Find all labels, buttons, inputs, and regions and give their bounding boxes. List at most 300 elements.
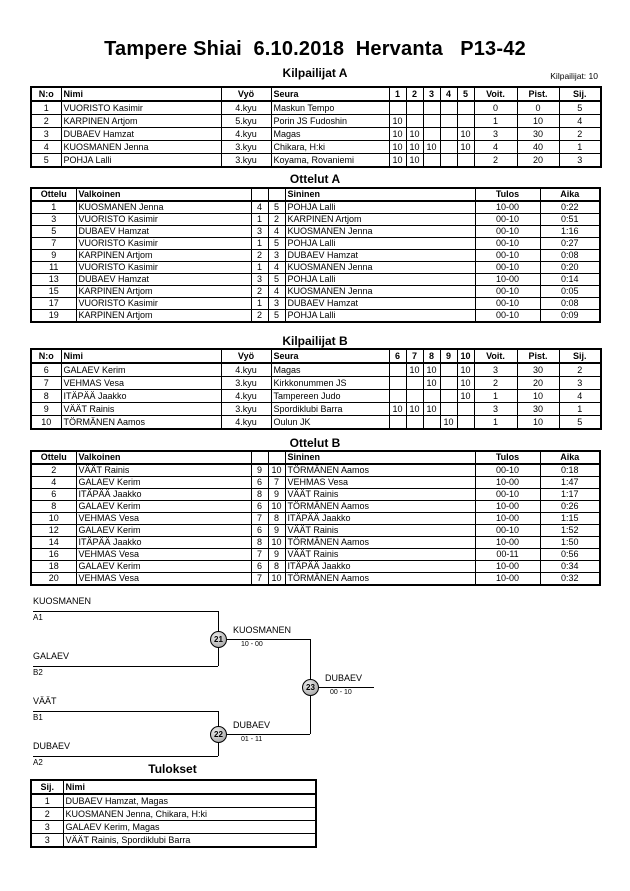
table-cell: VUORISTO Kasimir bbox=[76, 298, 251, 310]
table-cell: VÄÄT Rainis bbox=[285, 525, 475, 537]
table-cell: GALAEV Kerim bbox=[76, 561, 251, 573]
table-row bbox=[31, 489, 600, 501]
table-row bbox=[31, 794, 316, 808]
bracket-winner-line bbox=[227, 734, 310, 735]
table-cell: 6 bbox=[251, 501, 268, 513]
table-row bbox=[31, 573, 600, 586]
table-cell: KUOSMANEN Jenna bbox=[285, 262, 475, 274]
table-cell: 4.kyu bbox=[221, 363, 271, 377]
column-header: 2 bbox=[406, 87, 423, 101]
table-cell: 1:50 bbox=[540, 537, 600, 549]
table-cell: TÖRMÄNEN Aamos bbox=[285, 464, 475, 477]
table-cell: 1:47 bbox=[540, 477, 600, 489]
table-cell: 00-11 bbox=[475, 549, 540, 561]
table-cell: 6 bbox=[251, 477, 268, 489]
table-cell bbox=[406, 101, 423, 115]
table-row bbox=[31, 513, 600, 525]
page-title: Tampere Shiai 6.10.2018 Hervanta P13-42 bbox=[104, 38, 526, 60]
table-cell: 0:14 bbox=[540, 274, 600, 286]
table-cell: 1:52 bbox=[540, 525, 600, 537]
table-cell: 2 bbox=[268, 214, 285, 226]
table-cell bbox=[457, 115, 474, 128]
table-cell: 6 bbox=[251, 561, 268, 573]
table-cell: Porin JS Fudoshin bbox=[271, 115, 389, 128]
table-cell: 10 bbox=[406, 403, 423, 416]
table-cell: 0:08 bbox=[540, 250, 600, 262]
table-cell: 0:08 bbox=[540, 298, 600, 310]
table-cell: 0:09 bbox=[540, 310, 600, 323]
table-row bbox=[31, 525, 600, 537]
table-cell: 1 bbox=[31, 794, 63, 808]
column-header: Vyö bbox=[221, 349, 271, 363]
table-row bbox=[31, 115, 601, 128]
table-cell bbox=[389, 390, 406, 403]
bracket-seed-label: A1 bbox=[33, 613, 43, 622]
column-header: Ottelu bbox=[31, 451, 76, 464]
table-cell bbox=[423, 115, 440, 128]
bracket-player-name: VÄÄT bbox=[33, 696, 57, 706]
table-cell: TÖRMÄNEN Aamos bbox=[285, 537, 475, 549]
table-row bbox=[31, 154, 601, 168]
bracket-slot-line bbox=[33, 611, 218, 612]
column-header: Sij. bbox=[559, 87, 601, 101]
table-cell: 0:32 bbox=[540, 573, 600, 586]
column-header: Seura bbox=[271, 349, 389, 363]
table-row bbox=[31, 477, 600, 489]
table-row bbox=[31, 501, 600, 513]
table-cell: DUBAEV Hamzat bbox=[76, 274, 251, 286]
table-cell: ITÄPÄÄ Jaakko bbox=[61, 390, 221, 403]
table-cell: 5 bbox=[31, 154, 61, 168]
column-header: N:o bbox=[31, 349, 61, 363]
table-cell: 2 bbox=[474, 154, 517, 168]
table-cell: 0:27 bbox=[540, 238, 600, 250]
table-cell: 20 bbox=[31, 573, 76, 586]
table-row bbox=[31, 403, 601, 416]
table-cell: 10-00 bbox=[475, 477, 540, 489]
table-cell bbox=[440, 154, 457, 168]
table-cell bbox=[440, 128, 457, 141]
table-cell: 10-00 bbox=[475, 501, 540, 513]
table-cell: 00-10 bbox=[475, 214, 540, 226]
column-header: Pist. bbox=[517, 87, 559, 101]
table-cell: 5 bbox=[559, 416, 601, 430]
table-cell: 0 bbox=[517, 101, 559, 115]
table-cell: KUOSMANEN Jenna bbox=[285, 226, 475, 238]
column-header: Voit. bbox=[474, 349, 517, 363]
table-row bbox=[31, 298, 600, 310]
column-header: Sininen bbox=[285, 188, 475, 201]
table-cell: 5.kyu bbox=[221, 115, 271, 128]
table-cell: 5 bbox=[268, 201, 285, 214]
table-cell: 00-10 bbox=[475, 250, 540, 262]
table-cell: 4.kyu bbox=[221, 390, 271, 403]
table-cell: VEHMAS Vesa bbox=[76, 573, 251, 586]
table-cell: 10 bbox=[457, 363, 474, 377]
table-cell: KARPINEN Artjom bbox=[61, 115, 221, 128]
table-cell: 8 bbox=[268, 513, 285, 525]
table-cell: 8 bbox=[251, 537, 268, 549]
table-cell: 30 bbox=[517, 363, 559, 377]
table-cell: 10 bbox=[268, 573, 285, 586]
table-row bbox=[31, 537, 600, 549]
table-cell: 2 bbox=[31, 808, 63, 821]
section-heading-ottelut-b: Ottelut B bbox=[289, 436, 341, 450]
table-cell: 10 bbox=[31, 416, 61, 430]
table-cell: 10 bbox=[389, 154, 406, 168]
table-row bbox=[31, 128, 601, 141]
header-row bbox=[31, 188, 600, 201]
table-cell bbox=[440, 377, 457, 390]
table-row bbox=[31, 808, 316, 821]
table-row bbox=[31, 141, 601, 154]
column-header: Vyö bbox=[221, 87, 271, 101]
table-cell: 00-10 bbox=[475, 489, 540, 501]
section-heading-kilpailijat-b: Kilpailijat B bbox=[282, 334, 348, 348]
column-header: Aika bbox=[540, 451, 600, 464]
table-cell bbox=[406, 390, 423, 403]
table-cell: 1 bbox=[559, 403, 601, 416]
bracket-winner-line bbox=[227, 639, 310, 640]
table-cell: 10 bbox=[457, 128, 474, 141]
table-cell bbox=[423, 416, 440, 430]
table-row bbox=[31, 821, 316, 834]
table-cell: 0:18 bbox=[540, 464, 600, 477]
table-cell: 3 bbox=[268, 298, 285, 310]
table-cell: POHJA Lalli bbox=[285, 238, 475, 250]
table-cell: 40 bbox=[517, 141, 559, 154]
column-header: Voit. bbox=[474, 87, 517, 101]
table-cell: 3 bbox=[268, 250, 285, 262]
bracket-score: 00 - 10 bbox=[330, 689, 352, 696]
table-cell: VUORISTO Kasimir bbox=[76, 262, 251, 274]
table-cell: 1 bbox=[474, 390, 517, 403]
table-cell: 30 bbox=[517, 403, 559, 416]
table-cell: 2 bbox=[251, 286, 268, 298]
table-cell: Magas bbox=[271, 363, 389, 377]
table-cell: 8 bbox=[31, 501, 76, 513]
table-cell: 0:26 bbox=[540, 501, 600, 513]
table-cell: 3 bbox=[474, 363, 517, 377]
bracket-slot-line bbox=[33, 711, 218, 712]
table-cell: KUOSMANEN Jenna, Chikara, H:ki bbox=[63, 808, 316, 821]
table-cell: KARPINEN Artjom bbox=[76, 310, 251, 323]
table-cell: 00-10 bbox=[475, 226, 540, 238]
table-cell: 14 bbox=[31, 537, 76, 549]
table-cell: 10 bbox=[389, 128, 406, 141]
column-header: 6 bbox=[389, 349, 406, 363]
table-cell: 10 bbox=[406, 363, 423, 377]
section-heading-tulokset: Tulokset bbox=[148, 762, 197, 776]
bracket-winner-line bbox=[319, 687, 374, 688]
table-cell: 1 bbox=[474, 416, 517, 430]
table-cell: 10 bbox=[268, 501, 285, 513]
table-row bbox=[31, 201, 600, 214]
column-header: Valkoinen bbox=[76, 451, 251, 464]
table-cell: 3 bbox=[474, 128, 517, 141]
table-cell: 10-00 bbox=[475, 573, 540, 586]
table-row bbox=[31, 262, 600, 274]
table-cell: 00-10 bbox=[475, 525, 540, 537]
bracket-seed-label: B2 bbox=[33, 668, 43, 677]
table-cell: Kirkkonummen JS bbox=[271, 377, 389, 390]
table-row bbox=[31, 310, 600, 323]
table-cell: 00-10 bbox=[475, 262, 540, 274]
bracket-player-name: GALAEV bbox=[33, 651, 70, 661]
table-cell: GALAEV Kerim bbox=[76, 477, 251, 489]
table-cell: 3 bbox=[31, 821, 63, 834]
table-cell: 3 bbox=[31, 834, 63, 848]
bracket-score: 10 - 00 bbox=[241, 641, 263, 648]
table-cell: Spordiklubi Barra bbox=[271, 403, 389, 416]
table-cell: Oulun JK bbox=[271, 416, 389, 430]
table-cell: 0:20 bbox=[540, 262, 600, 274]
table-cell: 10 bbox=[423, 363, 440, 377]
column-header: Sij. bbox=[31, 780, 63, 794]
table-cell: 00-10 bbox=[475, 310, 540, 323]
column-header: Sij. bbox=[559, 349, 601, 363]
table-cell: 1 bbox=[474, 115, 517, 128]
table-cell: 9 bbox=[31, 250, 76, 262]
table-cell: 10 bbox=[423, 377, 440, 390]
table-cell: 10-00 bbox=[475, 513, 540, 525]
column-header: 7 bbox=[406, 349, 423, 363]
table-row bbox=[31, 214, 600, 226]
table-cell: 3.kyu bbox=[221, 141, 271, 154]
table-cell: 10 bbox=[423, 403, 440, 416]
column-header: Tulos bbox=[475, 188, 540, 201]
table-cell: VEHMAS Vesa bbox=[61, 377, 221, 390]
table-cell bbox=[423, 390, 440, 403]
table-cell: 5 bbox=[268, 310, 285, 323]
table-row bbox=[31, 226, 600, 238]
table-cell: VUORISTO Kasimir bbox=[61, 101, 221, 115]
table-cell: 9 bbox=[268, 525, 285, 537]
table-cell: 12 bbox=[31, 525, 76, 537]
table-cell: TÖRMÄNEN Aamos bbox=[285, 573, 475, 586]
table-row bbox=[31, 464, 600, 477]
table-cell: 9 bbox=[31, 403, 61, 416]
table-cell: 16 bbox=[31, 549, 76, 561]
table-cell: 18 bbox=[31, 561, 76, 573]
table-cell: DUBAEV Hamzat bbox=[285, 298, 475, 310]
column-header: N:o bbox=[31, 87, 61, 101]
table-cell: TÖRMÄNEN Aamos bbox=[285, 501, 475, 513]
table-cell: 9 bbox=[251, 464, 268, 477]
table-cell: 0:56 bbox=[540, 549, 600, 561]
column-header bbox=[251, 188, 268, 201]
results-table bbox=[30, 779, 317, 848]
table-cell: GALAEV Kerim bbox=[61, 363, 221, 377]
header-row bbox=[31, 780, 316, 794]
table-cell: ITÄPÄÄ Jaakko bbox=[76, 537, 251, 549]
table-cell: 3 bbox=[31, 128, 61, 141]
table-cell: 10 bbox=[389, 141, 406, 154]
table-cell: 4 bbox=[559, 115, 601, 128]
finals-bracket bbox=[0, 590, 630, 780]
table-cell: 1 bbox=[251, 238, 268, 250]
table-row bbox=[31, 549, 600, 561]
table-cell: TÖRMÄNEN Aamos bbox=[61, 416, 221, 430]
table-cell: 10-00 bbox=[475, 201, 540, 214]
column-header: Aika bbox=[540, 188, 600, 201]
table-cell: 1:15 bbox=[540, 513, 600, 525]
table-cell: 6 bbox=[31, 363, 61, 377]
table-cell: 00-10 bbox=[475, 238, 540, 250]
table-cell: 3.kyu bbox=[221, 403, 271, 416]
table-cell: 4 bbox=[31, 141, 61, 154]
table-cell: 10 bbox=[517, 416, 559, 430]
table-cell: 3 bbox=[251, 274, 268, 286]
table-cell: VÄÄT Rainis, Spordiklubi Barra bbox=[63, 834, 316, 848]
table-cell: KUOSMANEN Jenna bbox=[285, 286, 475, 298]
table-cell: 5 bbox=[268, 274, 285, 286]
table-cell: 0 bbox=[474, 101, 517, 115]
competitors-b-table bbox=[30, 348, 602, 430]
column-header: 9 bbox=[440, 349, 457, 363]
table-cell bbox=[440, 403, 457, 416]
column-header: 5 bbox=[457, 87, 474, 101]
table-cell: 1 bbox=[31, 101, 61, 115]
table-cell: VÄÄT Rainis bbox=[61, 403, 221, 416]
table-cell: 8 bbox=[251, 489, 268, 501]
table-cell: 3.kyu bbox=[221, 377, 271, 390]
table-cell: VÄÄT Rainis bbox=[285, 549, 475, 561]
table-cell: 4 bbox=[559, 390, 601, 403]
header-row bbox=[31, 87, 601, 101]
column-header: Pist. bbox=[517, 349, 559, 363]
table-cell bbox=[389, 377, 406, 390]
table-cell: 3 bbox=[559, 377, 601, 390]
table-cell bbox=[406, 115, 423, 128]
table-cell: VEHMAS Vesa bbox=[76, 513, 251, 525]
table-cell: POHJA Lalli bbox=[285, 201, 475, 214]
table-row bbox=[31, 238, 600, 250]
table-cell: 7 bbox=[268, 477, 285, 489]
column-header: Tulos bbox=[475, 451, 540, 464]
table-cell: GALAEV Kerim bbox=[76, 525, 251, 537]
table-cell: 4.kyu bbox=[221, 128, 271, 141]
table-cell bbox=[389, 101, 406, 115]
table-cell: 9 bbox=[268, 489, 285, 501]
matches-a-table bbox=[30, 187, 601, 323]
bracket-match-circle: 21 bbox=[210, 631, 227, 648]
table-cell bbox=[440, 363, 457, 377]
table-cell: KARPINEN Artjom bbox=[76, 250, 251, 262]
table-cell: KUOSMANEN Jenna bbox=[76, 201, 251, 214]
table-cell: 0:05 bbox=[540, 286, 600, 298]
table-cell: 00-10 bbox=[475, 298, 540, 310]
table-cell: 7 bbox=[251, 573, 268, 586]
table-cell: ITÄPÄÄ Jaakko bbox=[76, 489, 251, 501]
column-header: Ottelu bbox=[31, 188, 76, 201]
table-cell bbox=[440, 101, 457, 115]
table-cell: Maskun Tempo bbox=[271, 101, 389, 115]
table-cell: 3.kyu bbox=[221, 154, 271, 168]
table-cell bbox=[440, 390, 457, 403]
table-cell: 19 bbox=[31, 310, 76, 323]
column-header: Sininen bbox=[285, 451, 475, 464]
table-cell: 4.kyu bbox=[221, 416, 271, 430]
table-cell: POHJA Lalli bbox=[61, 154, 221, 168]
table-cell: 17 bbox=[31, 298, 76, 310]
table-cell: POHJA Lalli bbox=[285, 310, 475, 323]
column-header: 3 bbox=[423, 87, 440, 101]
table-cell: 5 bbox=[31, 226, 76, 238]
table-cell: 0:22 bbox=[540, 201, 600, 214]
table-cell bbox=[457, 403, 474, 416]
table-cell: 10 bbox=[389, 403, 406, 416]
table-row bbox=[31, 834, 316, 848]
table-cell bbox=[406, 377, 423, 390]
table-cell: Magas bbox=[271, 128, 389, 141]
table-cell: 10 bbox=[389, 115, 406, 128]
table-cell: KARPINEN Artjom bbox=[285, 214, 475, 226]
bracket-winner-name: DUBAEV bbox=[325, 673, 363, 683]
column-header: Nimi bbox=[61, 349, 221, 363]
column-header bbox=[251, 451, 268, 464]
table-cell: 2 bbox=[31, 115, 61, 128]
table-cell: 6 bbox=[31, 489, 76, 501]
table-cell: 2 bbox=[474, 377, 517, 390]
table-cell: 3 bbox=[559, 154, 601, 168]
table-cell: 7 bbox=[31, 377, 61, 390]
bracket-slot-line bbox=[33, 666, 218, 667]
table-cell: 10 bbox=[457, 377, 474, 390]
table-cell: 30 bbox=[517, 128, 559, 141]
table-cell: GALAEV Kerim, Magas bbox=[63, 821, 316, 834]
table-cell: POHJA Lalli bbox=[285, 274, 475, 286]
bracket-player-name: DUBAEV bbox=[33, 741, 71, 751]
table-cell: ITÄPÄÄ Jaakko bbox=[285, 513, 475, 525]
table-cell: 10-00 bbox=[475, 561, 540, 573]
table-cell: 15 bbox=[31, 286, 76, 298]
table-cell: 2 bbox=[31, 464, 76, 477]
table-cell: 4 bbox=[474, 141, 517, 154]
column-header: 10 bbox=[457, 349, 474, 363]
table-cell: 3 bbox=[474, 403, 517, 416]
table-cell: KARPINEN Artjom bbox=[76, 286, 251, 298]
table-cell: 1 bbox=[251, 262, 268, 274]
table-cell: 10 bbox=[406, 128, 423, 141]
table-cell: 2 bbox=[559, 128, 601, 141]
table-cell bbox=[423, 128, 440, 141]
table-cell bbox=[389, 416, 406, 430]
table-cell: VEHMAS Vesa bbox=[285, 477, 475, 489]
table-cell: 10 bbox=[31, 513, 76, 525]
table-row bbox=[31, 390, 601, 403]
section-heading-kilpailijat-a: Kilpailijat A bbox=[282, 66, 348, 80]
column-header: 4 bbox=[440, 87, 457, 101]
table-cell bbox=[457, 154, 474, 168]
table-row bbox=[31, 561, 600, 573]
bracket-score: 01 - 11 bbox=[241, 736, 263, 743]
table-cell bbox=[423, 101, 440, 115]
table-cell: 10 bbox=[457, 141, 474, 154]
table-cell: 1 bbox=[559, 141, 601, 154]
table-cell: 00-10 bbox=[475, 464, 540, 477]
competitor-count-label: Kilpailijat: 10 bbox=[550, 71, 598, 81]
table-cell: 9 bbox=[268, 549, 285, 561]
table-cell bbox=[440, 141, 457, 154]
table-cell: 4 bbox=[251, 201, 268, 214]
table-cell: 1 bbox=[251, 298, 268, 310]
table-cell: 0:51 bbox=[540, 214, 600, 226]
table-row bbox=[31, 363, 601, 377]
table-cell: 10 bbox=[406, 154, 423, 168]
column-header: Nimi bbox=[63, 780, 316, 794]
table-cell: 10 bbox=[517, 115, 559, 128]
